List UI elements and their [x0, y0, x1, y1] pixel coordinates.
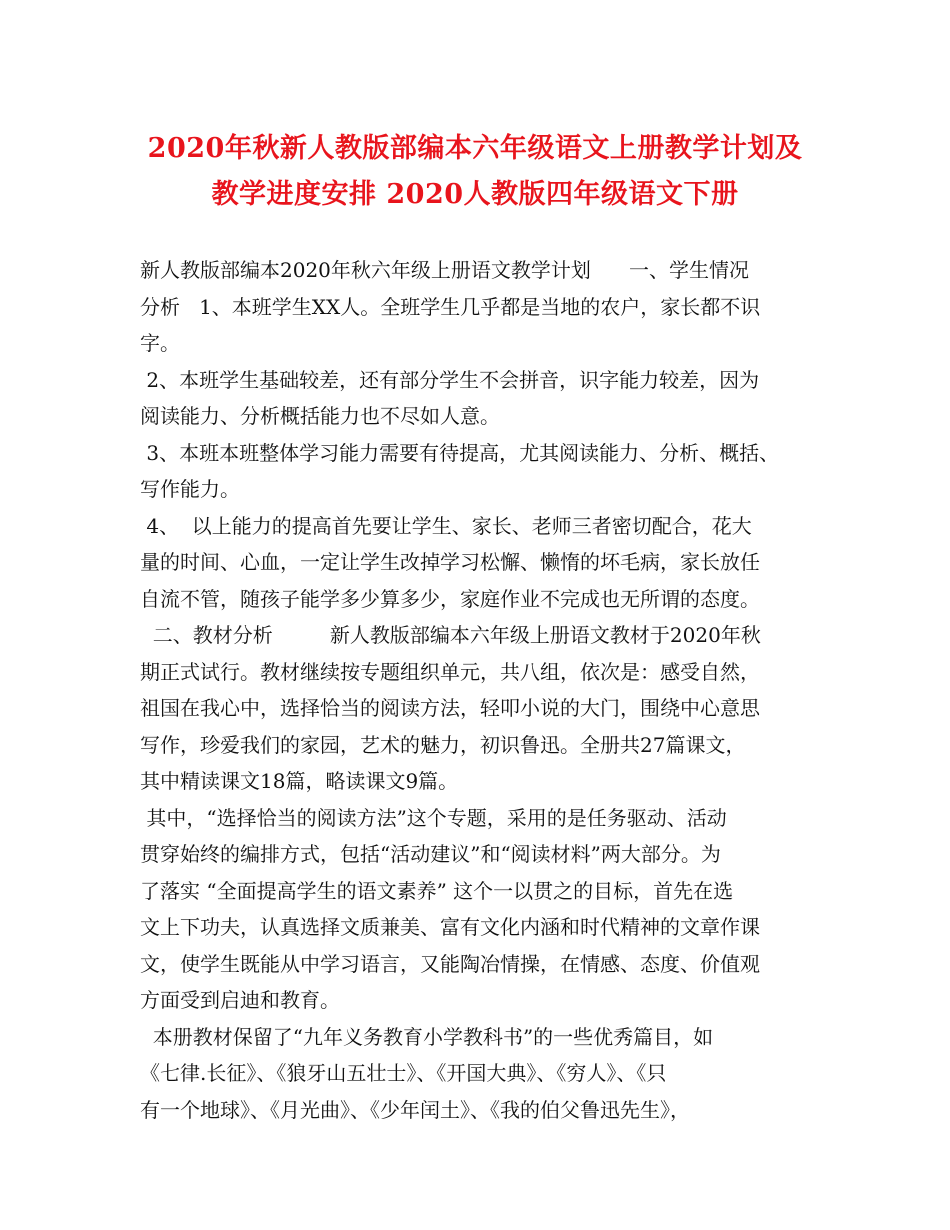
body-line: 二、教材分析 新人教版部编本六年级上册语文教材于2020年秋 [140, 623, 761, 647]
body-line: 分析 1、本班学生XX人。全班学生几乎都是当地的农户，家长都不识 [140, 294, 761, 319]
title-line-2: 教学进度安排 2020人教版四年级语文下册 [211, 179, 739, 210]
body-line: 了落实 “全面提高学生的语文素养” 这个一以贯之的目标，首先在选 [140, 878, 734, 903]
body-line: 祖国在我心中，选择恰当的阅读方法，轻叩小说的大门，围绕中心意思 [140, 696, 760, 720]
body-line: 文，使学生既能从中学习语言，又能陶冶情操，在情感、态度、价值观 [140, 951, 760, 976]
body-line: 有一个地球》、《月光曲》、《少年闰土》、《我的伯父鲁迅先生》， [140, 1097, 690, 1122]
body-line: 其中精读课文18篇，略读课文9篇。 [140, 769, 459, 793]
body-line: 字。 [140, 331, 180, 355]
body-line: 量的时间、心血，一定让学生改掉学习松懈、懒惰的坏毛病，家长放任 [140, 550, 760, 574]
document-title [0, 126, 950, 218]
body-line: 4、 以上能力的提高首先要让学生、家长、老师三者密切配合，花大 [140, 513, 752, 538]
body-line: 《七律.长征》、《狼牙山五壮士》、《开国大典》、《穷人》、《只 [140, 1061, 667, 1085]
body-line: 本册教材保留了“九年义务教育小学教科书”的一些优秀篇目，如 [140, 1024, 714, 1049]
body-line: 写作能力。 [140, 477, 240, 501]
body-line: 自流不管，随孩子能学多少算多少，家庭作业不完成也无所谓的态度。 [140, 586, 760, 611]
body-line: 写作，珍爱我们的家园，艺术的魅力，初识鲁迅。全册共27篇课文， [140, 732, 746, 757]
body-line: 贯穿始终的编排方式，包括“活动建议”和“阅读材料”两大部分。为 [140, 842, 721, 866]
document-body [140, 252, 830, 1128]
body-line: 期正式试行。教材继续按专题组织单元，共八组，依次是：感受自然， [140, 659, 760, 684]
body-line: 方面受到启迪和教育。 [140, 988, 340, 1012]
title-line-1: 2020年秋新人教版部编本六年级语文上册教学计划及 [147, 133, 803, 164]
body-line: 其中，“选择恰当的阅读方法”这个专题，采用的是任务驱动、活动 [140, 805, 727, 830]
body-line: 阅读能力、分析概括能力也不尽如人意。 [140, 404, 500, 428]
body-line: 2、本班学生基础较差，还有部分学生不会拼音，识字能力较差，因为 [140, 367, 760, 392]
body-line: 文上下功夫，认真选择文质兼美、富有文化内涵和时代精神的文章作课 [140, 915, 760, 939]
body-line: 新人教版部编本2020年秋六年级上册语文教学计划 一、学生情况 [140, 258, 750, 282]
body-line: 3、本班本班整体学习能力需要有待提高，尤其阅读能力、分析、概括、 [140, 440, 780, 465]
